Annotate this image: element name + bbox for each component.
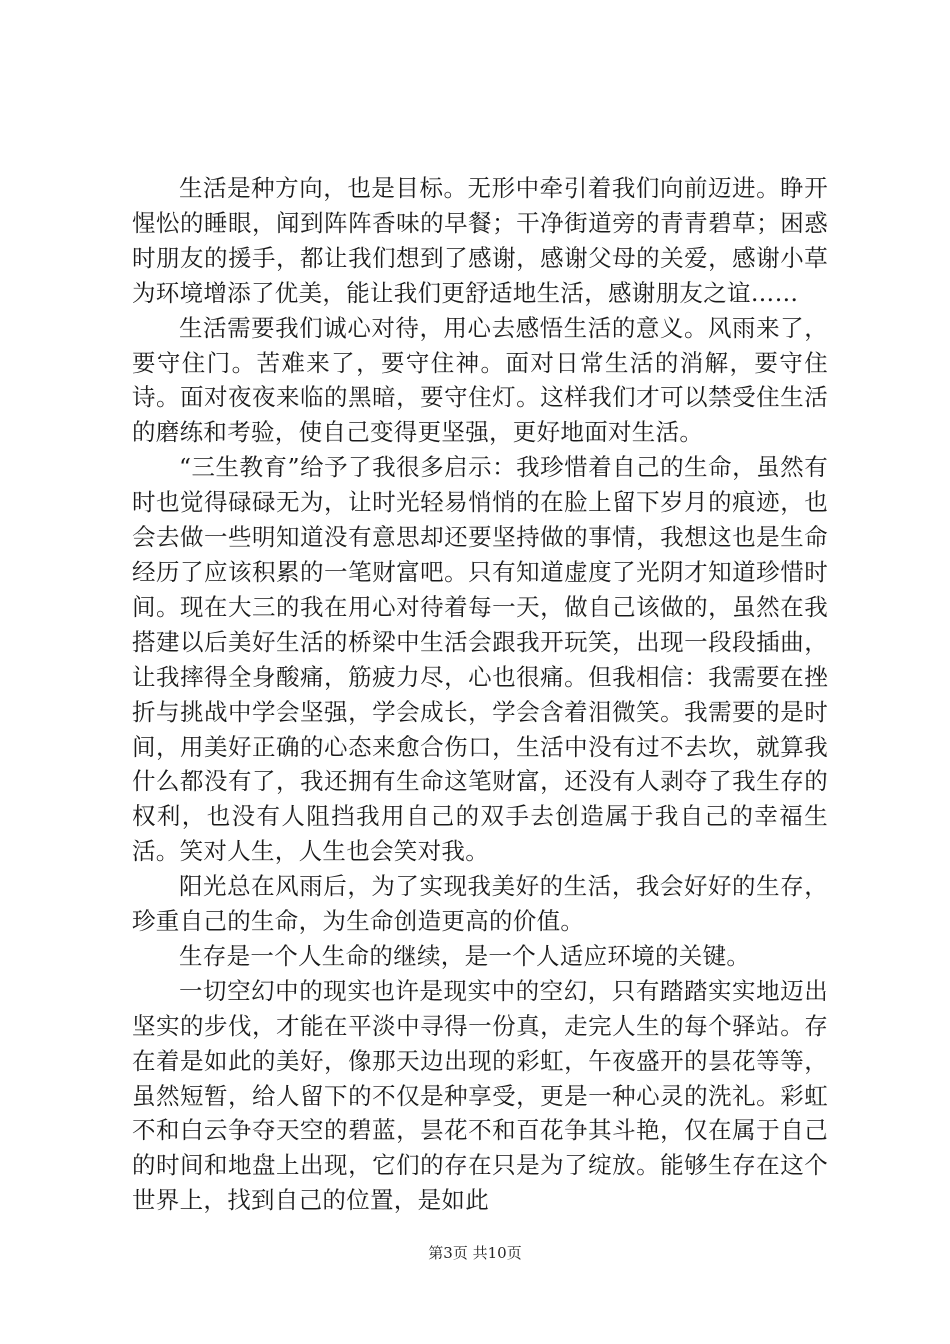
paragraph: 阳光总在风雨后，为了实现我美好的生活，我会好好的生存，珍重自己的生命，为生命创造更高的价值。: [132, 872, 828, 936]
paragraph: 生存是一个人生命的继续，是一个人适应环境的关键。: [179, 941, 751, 970]
page-footer: 第3页 共10页: [428, 1244, 522, 1262]
paragraph: 生活需要我们诚心对待，用心去感悟生活的意义。风雨来了，要守住门。苦难来了，要守住神。面对日常生活的消解，要守住诗。面对夜夜来临的黑暗，要守住灯。这样我们才可以禁受住生活的磨练和考验，使自己变得更坚强，更好地面对生活。: [132, 313, 828, 447]
paragraph: 生活是种方向，也是目标。无形中牵引着我们向前迈进。睁开惺忪的睡眼，闻到阵阵香味的早餐；干净街道旁的青青碧草；困惑时朋友的援手，都让我们想到了感谢，感谢父母的关爱，感谢小草为环境增添了优美，能让我们更舒适地生活，感谢朋友之谊……: [132, 174, 828, 307]
paragraph: 一切空幻中的现实也许是现实中的空幻，只有踏踏实实地迈出坚实的步伐，才能在平淡中寻得一份真，走完人生的每个驿站。存在着是如此的美好，像那天边出现的彩虹，午夜盛开的昙花等等，虽然短暂，给人留下的不仅是种享受，更是一种心灵的洗礼。彩虹不和白云争夺天空的碧蓝，昙花不和百花争其斗艳，仅在属于自己的时间和地盘上出现，它们的存在只是为了绽放。能够生存在这个世界上，找到自己的位置，是如此: [132, 976, 828, 1215]
paragraph: “三生教育”给予了我很多启示：我珍惜着自己的生命，虽然有时也觉得碌碌无为，让时光轻易悄悄的在脸上留下岁月的痕迹，也会去做一些明知道没有意思却还要坚持做的事情，我想这也是生命经历了应该积累的一笔财富吧。只有知道虚度了光阴才知道珍惜时间。现在大三的我在用心对待着每一天，做自己该做的，虽然在我搭建以后美好生活的桥梁中生活会跟我开玩笑，出现一段段插曲，让我摔得全身酸痛，筋疲力尽，心也很痛。但我相信：我需要在挫折与挑战中学会坚强，学会成长，学会含着泪微笑。我需要的是时间，用美好正确的心态来愈合伤口，生活中没有过不去坎，就算我什么都没有了，我还拥有生命这笔财富，还没有人剥夺了我生存的权利，也没有人阻挡我用自己的双手去创造属于我自己的幸福生活。笑对人生，人生也会笑对我。: [132, 453, 828, 866]
document-body: [132, 171, 828, 1218]
